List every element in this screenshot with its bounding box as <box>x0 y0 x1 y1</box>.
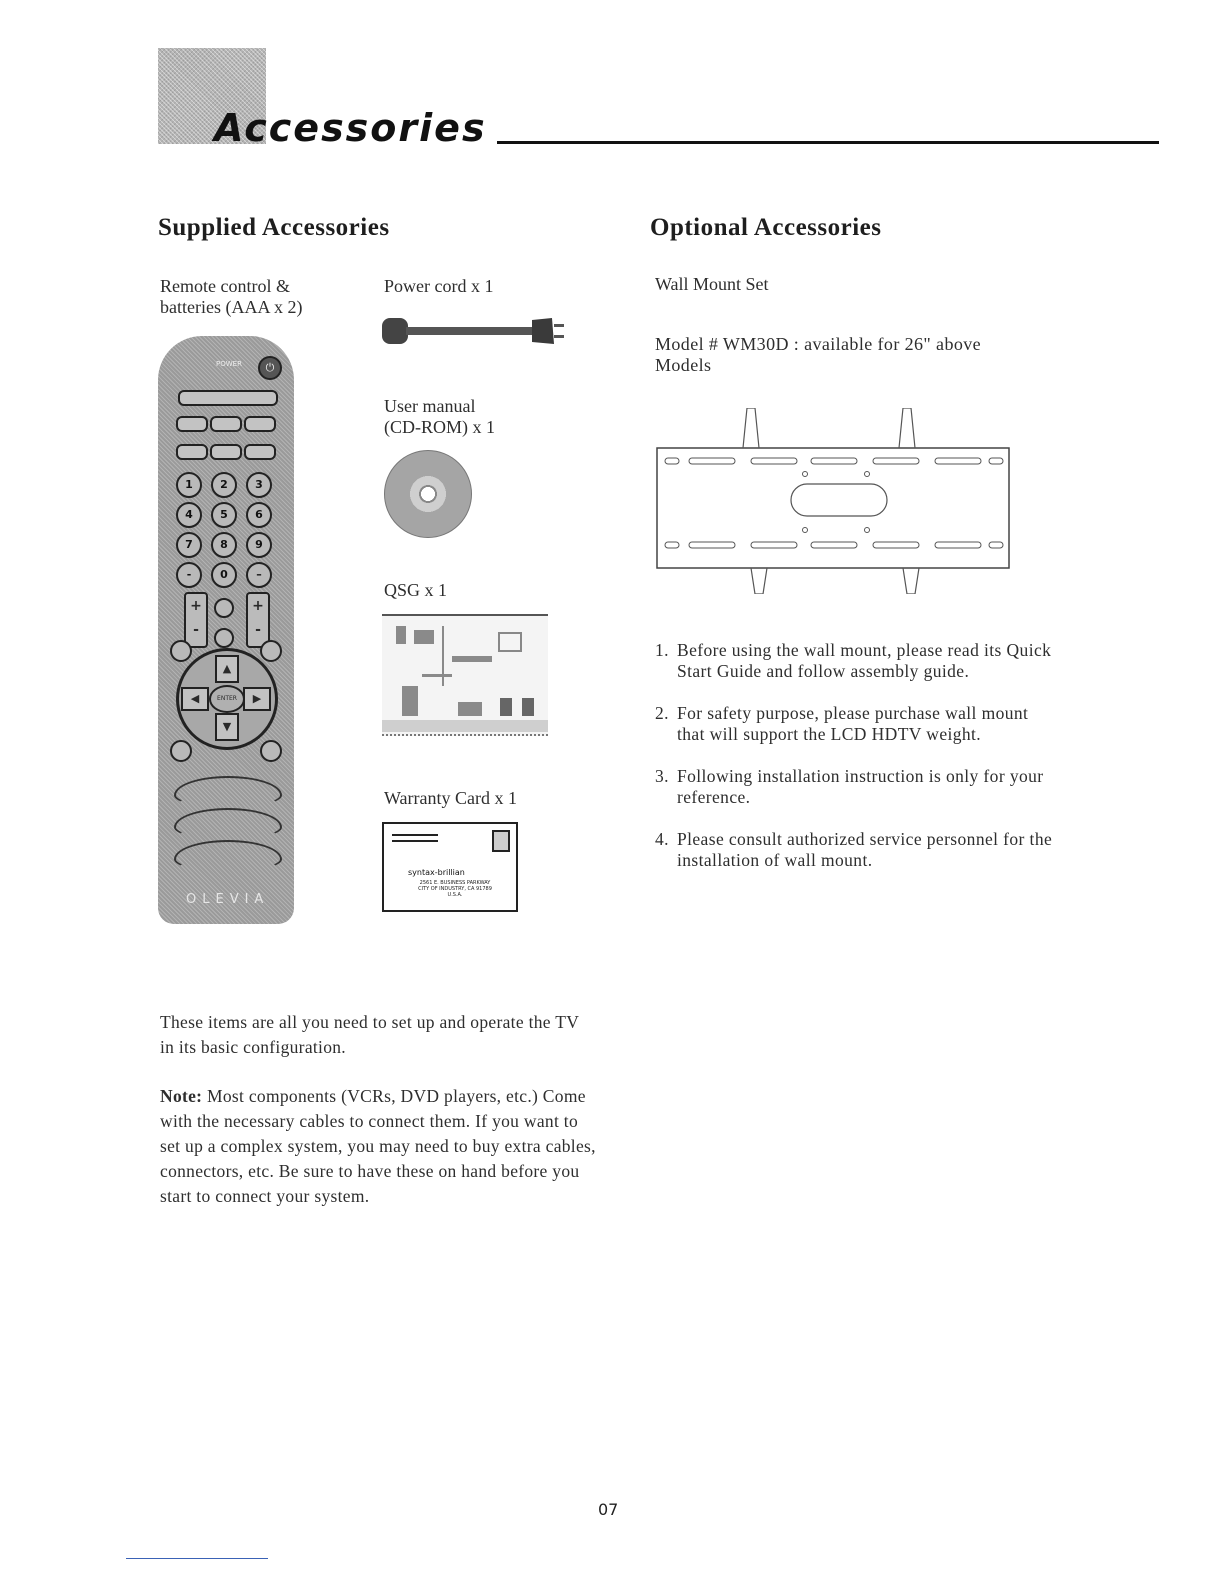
wall-mount-notes-list <box>655 640 1055 892</box>
cord-plug-right <box>532 318 554 344</box>
mount-slot <box>873 458 919 464</box>
qsg-block <box>442 626 444 686</box>
remote-display-bar <box>178 390 278 406</box>
ch-minus-icon: - <box>255 622 261 638</box>
mount-slot <box>665 458 679 464</box>
warranty-line <box>392 840 438 842</box>
volume-rocker <box>184 592 208 648</box>
channel-rocker <box>246 592 270 648</box>
header-rule <box>497 141 1159 144</box>
model-line2: Models <box>655 355 712 375</box>
remote-digit: – <box>246 562 272 588</box>
warranty-address <box>412 880 498 898</box>
note-line: start to connect your system. <box>160 1186 370 1206</box>
qsg-block <box>396 626 406 644</box>
qsg-block <box>500 698 512 716</box>
mount-hole <box>865 528 870 533</box>
remote-digit: 2 <box>211 472 237 498</box>
cord-prong <box>554 335 564 338</box>
power-icon: ⏻ <box>258 356 282 380</box>
list-text: Before using the wall mount, please read its Quick Start Guide and follow assembly guide. <box>677 640 1052 681</box>
stamp-icon <box>492 830 510 852</box>
arrow-left-icon: ◀ <box>181 687 209 711</box>
mount-hook-bottom-right <box>903 568 919 594</box>
warranty-address-line: CITY OF INDUSTRY, CA 91789 <box>418 886 492 892</box>
remote-pill-button <box>244 416 276 432</box>
remote-digit: 4 <box>176 502 202 528</box>
list-text: Following installation instruction is only for your reference. <box>677 766 1044 807</box>
mount-center-opening <box>791 484 887 516</box>
remote-corner-button <box>260 740 282 762</box>
page-title: Accessories <box>214 106 487 150</box>
warranty-card-label: Warranty Card x 1 <box>384 788 518 808</box>
ch-plus-icon: + <box>252 598 264 614</box>
list-text: Please consult authorized service personnel for the installation of wall mount. <box>677 829 1053 870</box>
mount-slot <box>873 542 919 548</box>
qsg-block <box>402 686 418 716</box>
remote-arc-button <box>174 840 282 872</box>
enter-button: ENTER <box>209 685 245 713</box>
arrow-down-icon: ▼ <box>215 713 239 741</box>
footer-rule <box>126 1558 268 1559</box>
note-line: connectors, etc. Be sure to have these on hand before you <box>160 1161 580 1181</box>
remote-digit: 7 <box>176 532 202 558</box>
remote-pill-button <box>210 444 242 460</box>
wall-mount-image <box>655 408 1011 594</box>
remote-digit: 1 <box>176 472 202 498</box>
note-heading: Note: <box>160 1086 203 1106</box>
list-number: 2. <box>655 703 669 723</box>
remote-corner-button <box>170 740 192 762</box>
mount-hole <box>803 528 808 533</box>
qsg-block <box>422 674 452 677</box>
list-number: 4. <box>655 829 669 849</box>
warranty-address-line: U.S.A. <box>447 892 463 898</box>
power-cord-image <box>382 314 566 348</box>
list-text: For safety purpose, please purchase wall mount that will support the LCD HDTV weight. <box>677 703 1029 744</box>
mount-slot <box>935 458 981 464</box>
remote-arc-button <box>174 808 282 840</box>
model-description <box>655 334 981 376</box>
model-line1: Model # WM30D : available for 26" above <box>655 334 982 354</box>
remote-corner-button <box>260 640 282 662</box>
remote-digit: 0 <box>211 562 237 588</box>
warranty-line <box>392 834 438 836</box>
warranty-logo: syntax-brillian <box>408 868 465 877</box>
mount-slot <box>935 542 981 548</box>
list-number: 1. <box>655 640 669 660</box>
list-item <box>655 703 1055 745</box>
mount-hook-bottom-left <box>751 568 767 594</box>
note-line <box>160 1084 660 1109</box>
arrow-up-icon: ▲ <box>215 655 239 683</box>
mount-slot <box>811 458 857 464</box>
warranty-address-line: 2561 E. BUSINESS PARKWAY <box>419 880 491 886</box>
qsg-block <box>382 720 548 732</box>
remote-brand-logo: OLEVIA <box>186 892 270 907</box>
note-line: set up a complex system, you may need to buy extra cables, <box>160 1136 596 1156</box>
mount-slot <box>689 458 735 464</box>
warranty-card-image <box>382 822 518 912</box>
mount-hook-top-right <box>899 408 915 448</box>
cd-rom-image <box>384 450 472 538</box>
wall-mount-label: Wall Mount Set <box>655 274 769 294</box>
remote-corner-button <box>170 640 192 662</box>
user-manual-label <box>384 396 495 438</box>
cord-cable <box>406 327 534 335</box>
note-line: with the necessary cables to connect them. If you want to <box>160 1111 579 1131</box>
setup-line: These items are all you need to set up and operate the TV <box>160 1012 580 1032</box>
power-cord-label: Power cord x 1 <box>384 276 494 296</box>
qsg-block <box>452 656 492 662</box>
page-number: 07 <box>598 1500 619 1519</box>
remote-arc-button <box>174 776 282 808</box>
note-paragraph <box>160 1084 660 1209</box>
remote-pill-button <box>176 416 208 432</box>
remote-mute-button <box>214 598 234 618</box>
list-item <box>655 640 1055 682</box>
setup-paragraph <box>160 1010 660 1060</box>
mount-plate <box>657 448 1009 568</box>
mount-hole <box>865 472 870 477</box>
mount-slot <box>665 542 679 548</box>
list-item <box>655 766 1055 808</box>
remote-control-image <box>158 336 294 924</box>
user-manual-line1: User manual <box>384 396 476 416</box>
mount-slot <box>989 458 1003 464</box>
remote-digit: 9 <box>246 532 272 558</box>
remote-nav-pad <box>176 648 278 750</box>
list-item <box>655 829 1055 871</box>
note-text: Most components (VCRs, DVD players, etc.) Come <box>202 1086 586 1106</box>
cord-prong <box>554 324 564 327</box>
remote-digit: 8 <box>211 532 237 558</box>
remote-pill-button <box>244 444 276 460</box>
arrow-right-icon: ▶ <box>243 687 271 711</box>
mount-slot <box>751 542 797 548</box>
qsg-block <box>498 632 522 652</box>
optional-accessories-heading: Optional Accessories <box>650 214 882 241</box>
vol-minus-icon: - <box>193 622 199 638</box>
mount-hook-top-left <box>743 408 759 448</box>
remote-pill-button <box>210 416 242 432</box>
qsg-block <box>458 702 482 716</box>
qsg-block <box>414 630 434 644</box>
qsg-image <box>382 614 548 736</box>
vol-plus-icon: + <box>190 598 202 614</box>
remote-label-line2: batteries (AAA x 2) <box>160 297 303 317</box>
remote-digit: - <box>176 562 202 588</box>
user-manual-line2: (CD-ROM) x 1 <box>384 417 495 437</box>
qsg-block <box>522 698 534 716</box>
remote-digit: 5 <box>211 502 237 528</box>
mount-slot <box>989 542 1003 548</box>
remote-digit: 6 <box>246 502 272 528</box>
remote-label-line1: Remote control & <box>160 276 290 296</box>
remote-small-button <box>214 628 234 648</box>
mount-slot <box>689 542 735 548</box>
setup-line: in its basic configuration. <box>160 1037 346 1057</box>
supplied-accessories-heading: Supplied Accessories <box>158 214 390 241</box>
mount-slot <box>811 542 857 548</box>
remote-power-label: POWER <box>216 360 242 368</box>
mount-hole <box>803 472 808 477</box>
cord-plug-left <box>382 318 408 344</box>
list-number: 3. <box>655 766 669 786</box>
remote-pill-button <box>176 444 208 460</box>
mount-slot <box>751 458 797 464</box>
remote-label <box>160 276 302 318</box>
qsg-label: QSG x 1 <box>384 580 448 600</box>
remote-digit: 3 <box>246 472 272 498</box>
